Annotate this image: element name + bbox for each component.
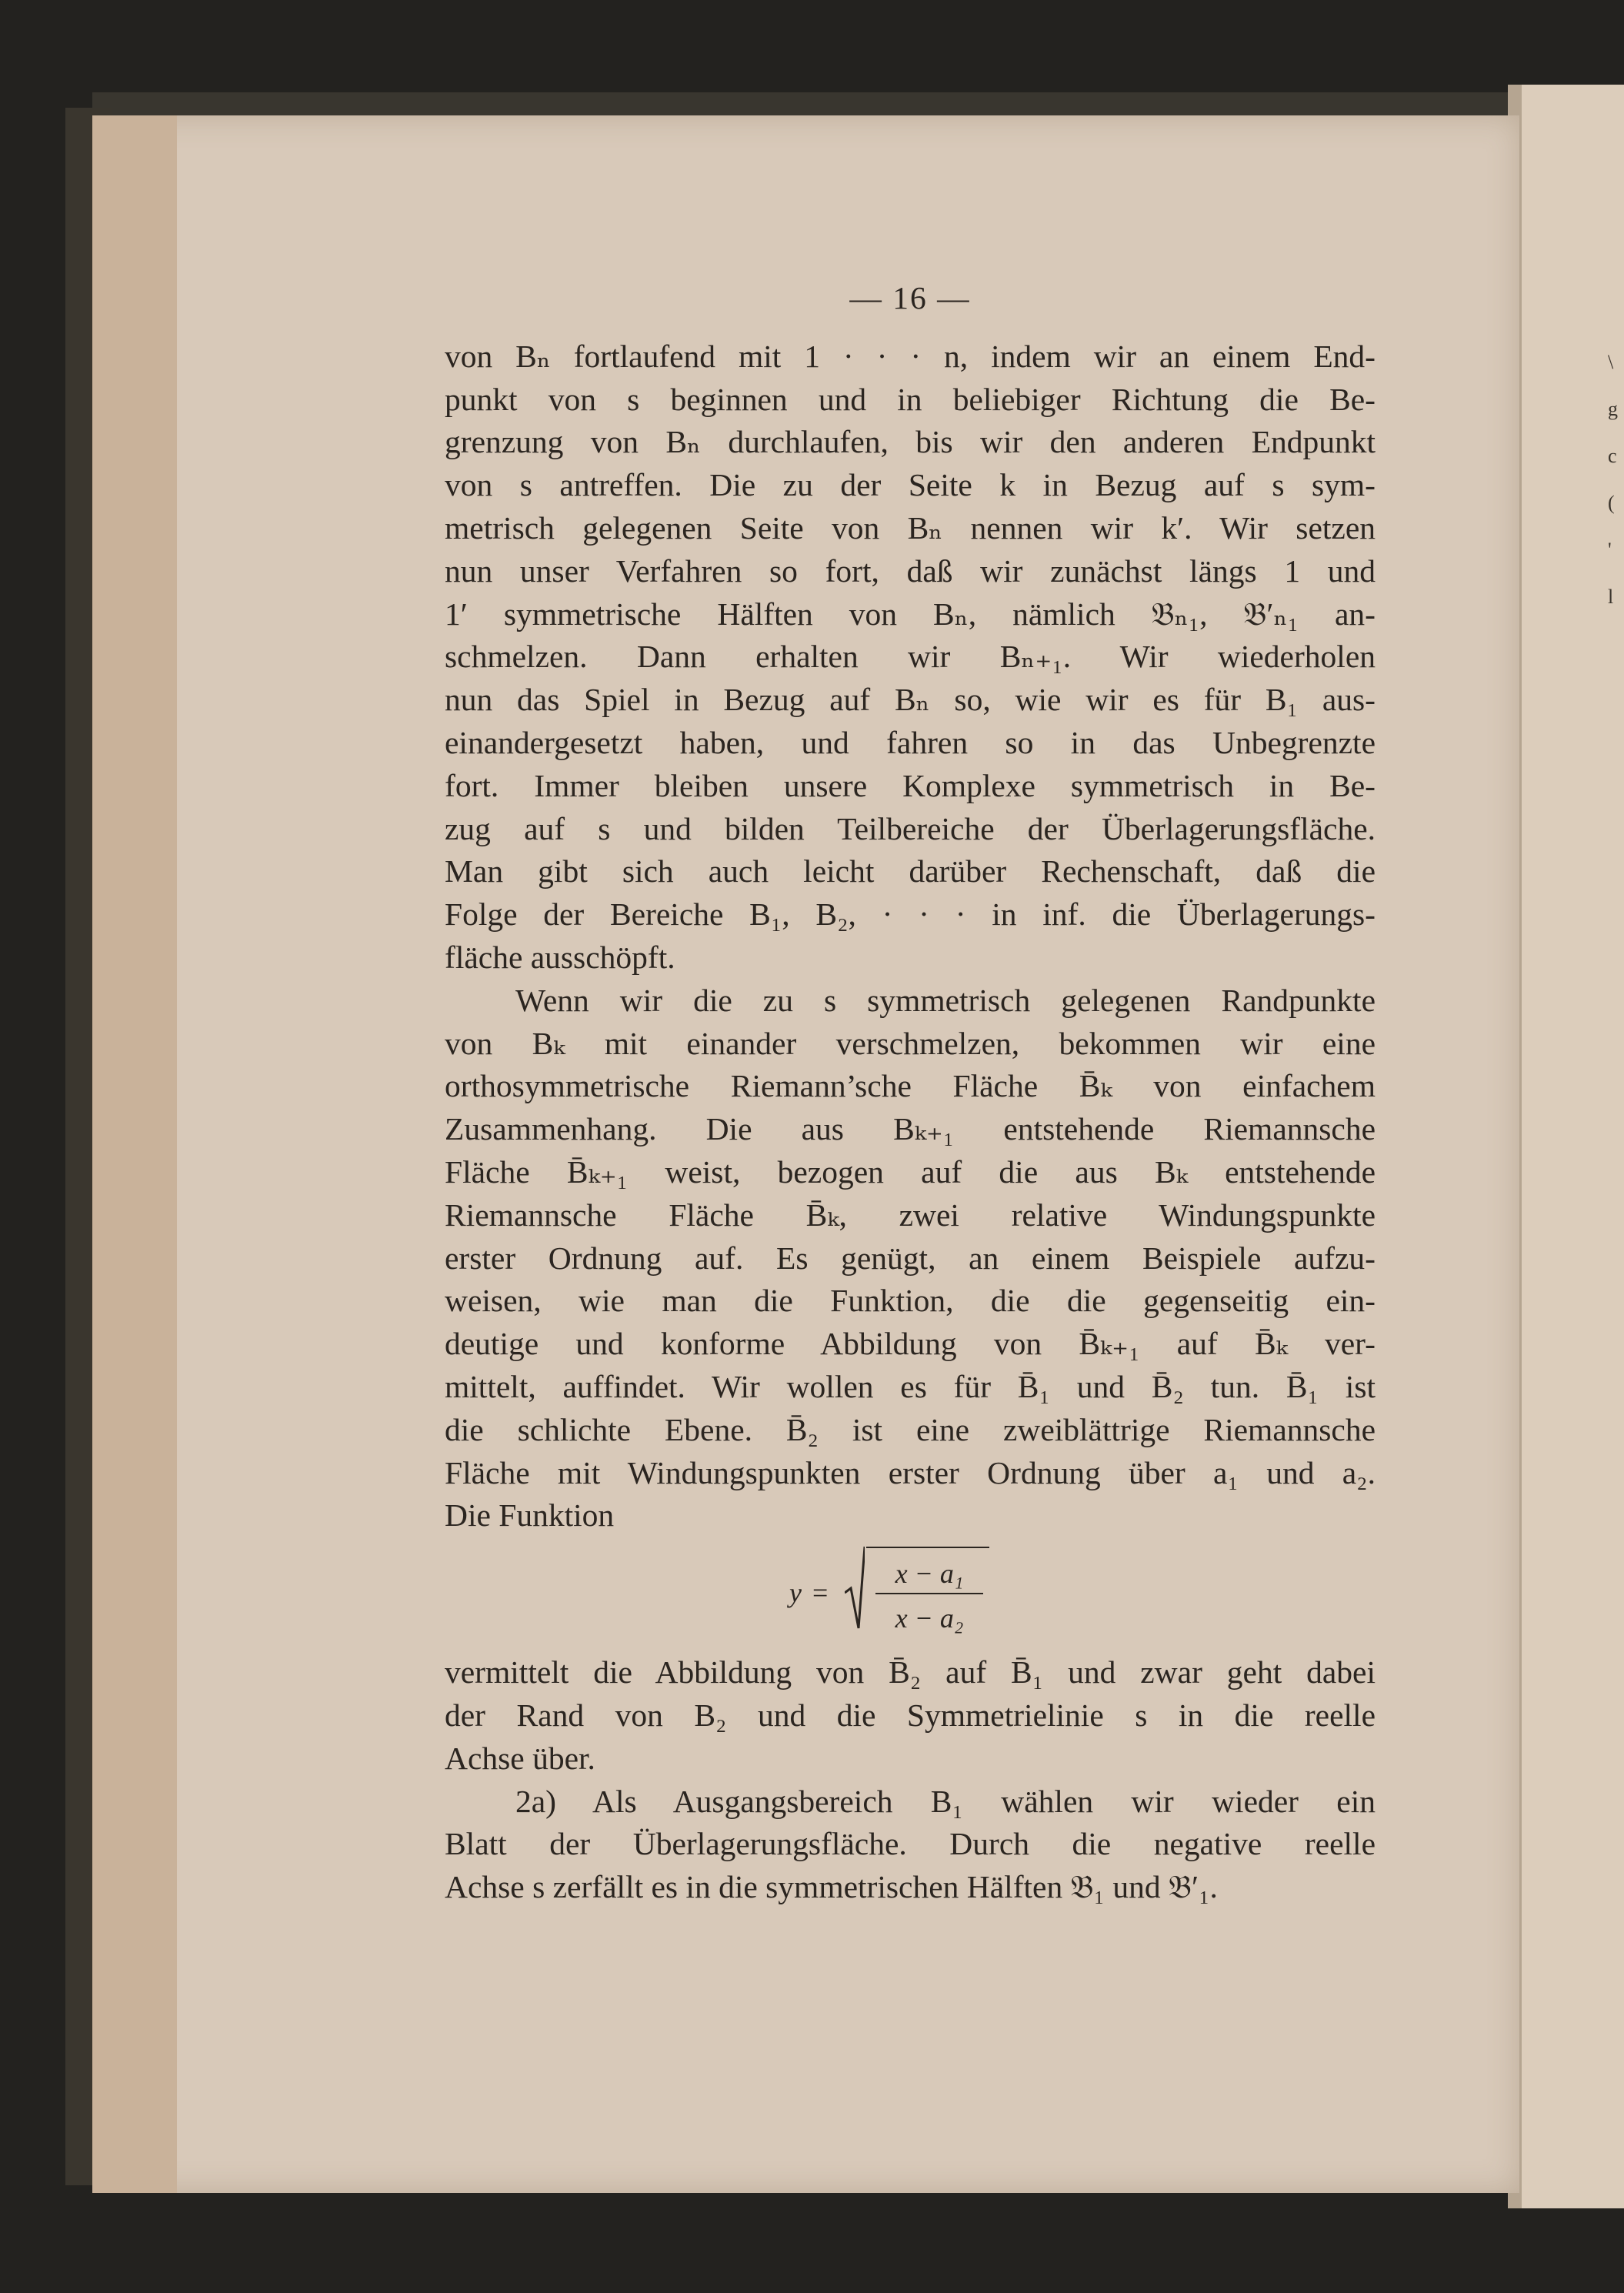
root-vinculum — [866, 1547, 989, 1548]
text-line: mittelt, auffindet. Wir wollen es für B̄₁ und B̄₂ tun. B̄₁ ist — [445, 1368, 1376, 1404]
text-line: Man gibt sich auch leicht darüber Rechenschaft, daß die — [445, 853, 1376, 889]
text-line: deutige und konforme Abbildung von B̄ₖ₊₁ auf B̄ₖ ver- — [445, 1326, 1376, 1362]
formula — [445, 1537, 1376, 1651]
fraction-bar — [875, 1593, 983, 1594]
paragraph-2 — [445, 980, 1376, 1537]
text-line: zug auf s und bilden Teilbereiche der Überlagerungsfläche. — [445, 810, 1376, 846]
formula-denominator: x − a₂ — [895, 1603, 964, 1634]
facing-page-glyph: ' — [1608, 539, 1612, 561]
facing-page-glyph: g — [1608, 398, 1618, 420]
text-line: Blatt der Überlagerungsfläche. Durch die negative reelle — [445, 1826, 1376, 1862]
text-line: nun das Spiel in Bezug auf Bₙ so, wie wir es für B₁ aus- — [445, 682, 1376, 718]
text-line: von Bₙ fortlaufend mit 1 · · · n, indem wir an einem End- — [445, 338, 1376, 374]
paragraph-4 — [445, 1781, 1376, 1909]
text-line: Folge der Bereiche B₁, B₂, · · · in inf. die Überlagerungs- — [445, 896, 1376, 933]
page-number: — 16 — — [849, 280, 971, 315]
text-line: schmelzen. Dann erhalten wir Bₙ₊₁. Wir wiederholen — [445, 639, 1376, 675]
formula-lhs: y — [789, 1577, 802, 1609]
text-line: vermittelt die Abbildung von B̄₂ auf B̄₁ und zwar geht dabei — [445, 1654, 1376, 1691]
text-line: erster Ordnung auf. Es genügt, an einem Beispiele aufzu- — [445, 1240, 1376, 1276]
facing-page-glyphs — [1608, 339, 1624, 631]
text-line: von Bₖ mit einander verschmelzen, bekommen wir eine — [445, 1025, 1376, 1061]
text-line: orthosymmetrische Riemann’sche Fläche B̄ₖ von einfachem — [445, 1068, 1376, 1104]
text-line: der Rand von B₂ und die Symmetrielinie s in die reelle — [445, 1697, 1376, 1733]
text-line: Fläche B̄ₖ₊₁ weist, bezogen auf die aus Bₖ entstehende — [445, 1153, 1376, 1190]
text-line: Achse s zerfällt es in die symmetrischen Hälften 𝔅₁ und 𝔅′₁. — [445, 1869, 1218, 1905]
text-line: metrisch gelegenen Seite von Bₙ nennen wir k′. Wir setzen — [445, 509, 1376, 546]
text-line: 2a) Als Ausgangsbereich B₁ wählen wir wieder ein — [515, 1783, 1376, 1819]
text-line: weisen, wie man die Funktion, die die gegenseitig ein- — [445, 1283, 1376, 1319]
square-root-sign-icon — [845, 1539, 865, 1631]
paragraph-1 — [445, 335, 1376, 980]
page-text — [445, 277, 1376, 1909]
text-line: Wenn wir die zu s symmetrisch gelegenen Randpunkte — [515, 982, 1376, 1018]
text-line: von s antreffen. Die zu der Seite k in Bezug auf s sym- — [445, 467, 1376, 503]
text-line: fläche ausschöpft. — [445, 939, 675, 975]
facing-page-glyph: \ — [1608, 351, 1614, 373]
text-line: nun unser Verfahren so fort, daß wir zunächst längs 1 und — [445, 552, 1376, 589]
formula-numerator: x − a₁ — [895, 1558, 964, 1590]
facing-page-glyph: ( — [1608, 492, 1615, 514]
text-line: fort. Immer bleiben unsere Komplexe symmetrisch in Be- — [445, 767, 1376, 803]
text-line: grenzung von Bₙ durchlaufen, bis wir den anderen Endpunkt — [445, 424, 1376, 460]
text-line: 1′ symmetrische Hälften von Bₙ, nämlich 𝔅ₙ₁, 𝔅′ₙ₁ an- — [445, 596, 1376, 632]
text-line: die schlichte Ebene. B̄₂ ist eine zweiblättrige Riemannsche — [445, 1411, 1376, 1447]
text-line: einandergesetzt haben, und fahren so in das Unbegrenzte — [445, 724, 1376, 760]
text-line: Die Funktion — [445, 1497, 615, 1534]
text-line: Riemannsche Fläche B̄ₖ, zwei relative Windungspunkte — [445, 1197, 1376, 1233]
text-line: Fläche mit Windungspunkten erster Ordnung über a₁ und a₂. — [445, 1454, 1376, 1490]
facing-page-glyph: c — [1608, 445, 1617, 467]
facing-page-glyph: l — [1608, 586, 1614, 608]
formula-equals: = — [812, 1577, 829, 1609]
paragraph-3 — [445, 1651, 1376, 1780]
text-line: Zusammenhang. Die aus Bₖ₊₁ entstehende Riemannsche — [445, 1111, 1376, 1147]
text-line: Achse über. — [445, 1740, 595, 1776]
text-line: punkt von s beginnen und in beliebiger Richtung die Be- — [445, 381, 1376, 417]
page-discoloured-margin — [92, 115, 177, 2193]
